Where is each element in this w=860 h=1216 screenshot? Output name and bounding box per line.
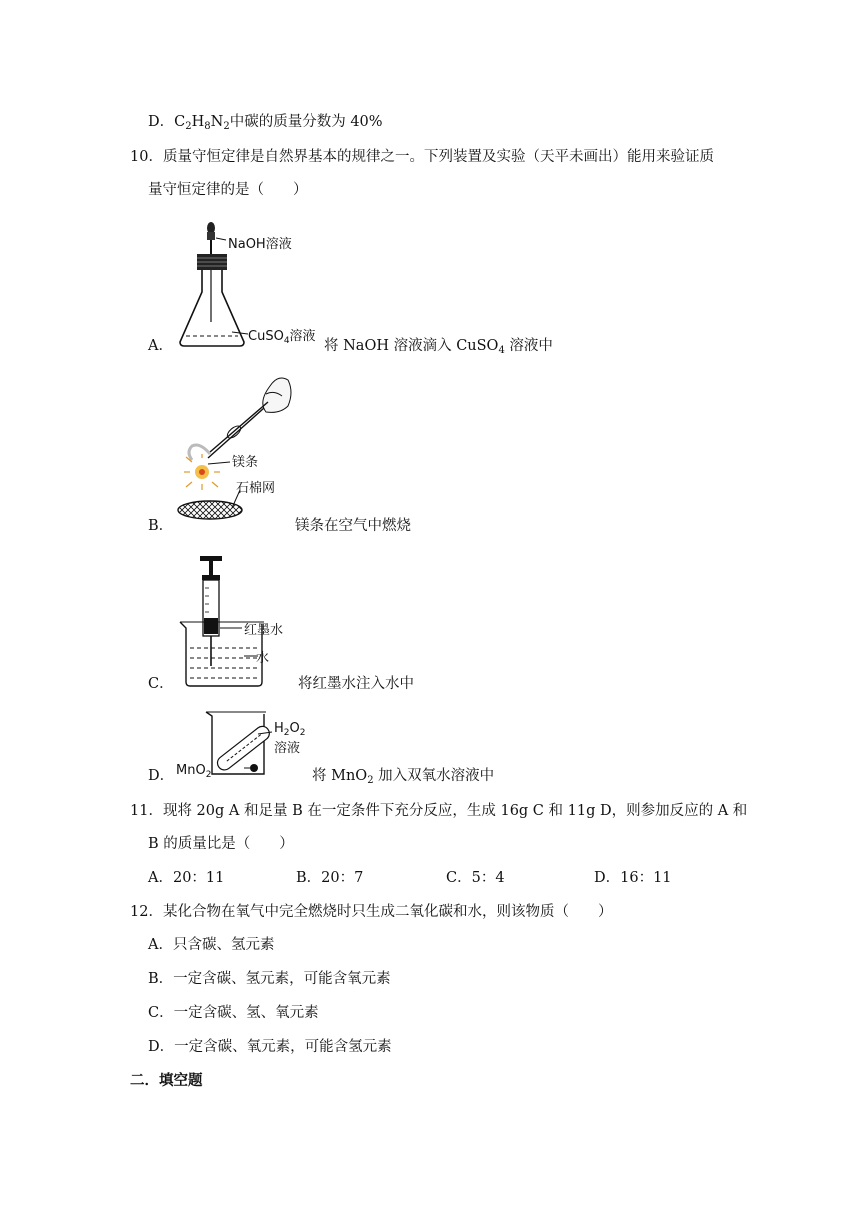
q10-option-b-desc: 镁条在空气中燃烧 xyxy=(295,518,411,534)
fig-c-label-ink: 红墨水 xyxy=(244,623,284,638)
figure-c-syringe xyxy=(172,552,312,690)
q12-option-d: D．一定含碳、氧元素，可能含氢元素 xyxy=(148,1039,392,1055)
fig-a-label-cuso4: CuSO$_4$溶液 xyxy=(248,329,316,346)
fig-d-label-mno2: MnO$_2$ xyxy=(176,763,212,780)
q11-option-a: A．20：11 xyxy=(148,870,225,886)
q10-option-d-letter: D． xyxy=(148,768,175,784)
q12-stem: 12．某化合物在氧气中完全燃烧时只生成二氧化碳和水，则该物质（ ） xyxy=(130,904,613,920)
q11-option-c: C．5：4 xyxy=(446,870,505,886)
option-letter: D． xyxy=(148,114,175,130)
q9-option-d xyxy=(148,112,383,132)
fig-d-label-h2o2: $H_2O_2$ xyxy=(274,721,306,738)
fig-b-label-gauze: 石棉网 xyxy=(236,481,276,496)
q12-option-a: A．只含碳、氢元素 xyxy=(148,937,275,953)
fig-a-label-naoh: NaOH溶液 xyxy=(228,237,292,252)
q10-stem-line2: 量守恒定律的是（ ） xyxy=(148,182,308,198)
q10-option-c-desc: 将红墨水注入水中 xyxy=(298,676,414,692)
formula: $C_2H_8N_2$ xyxy=(174,114,230,132)
q10-option-b-letter: B． xyxy=(148,518,174,534)
q10-option-a-letter: A． xyxy=(148,338,173,354)
figure-a-flask xyxy=(170,212,330,352)
q11-option-d: D．16：11 xyxy=(594,870,672,886)
section-title: 二．填空题 xyxy=(130,1073,203,1089)
q12-option-b: B．一定含碳、氢元素，可能含氧元素 xyxy=(148,971,391,987)
fig-d-label-solution: 溶液 xyxy=(274,741,301,756)
option-text: 中碳的质量分数为 40% xyxy=(229,114,383,130)
q11-stem-line2: B 的质量比是（ ） xyxy=(148,836,294,852)
q11-stem-line1: 11．现将 20g A 和足量 B 在一定条件下充分反应，生成 16g C 和 11g D，则参加反应的 A 和 xyxy=(130,803,748,819)
figure-b-magnesium xyxy=(170,372,310,522)
figure-d-beaker xyxy=(172,708,318,780)
q10-option-d-desc: 将 MnO$_2$ 加入双氧水溶液中 xyxy=(312,768,495,786)
q10-option-c-letter: C． xyxy=(148,676,174,692)
q11-option-b: B．20：7 xyxy=(296,870,364,886)
q10-option-a-desc: 将 NaOH 溶液滴入 CuSO$_4$ 溶液中 xyxy=(324,338,553,356)
fig-c-label-water: 水 xyxy=(256,651,270,666)
q12-option-c: C．一定含碳、氢、氧元素 xyxy=(148,1005,319,1021)
fig-b-label-mg: 镁条 xyxy=(232,455,259,470)
q10-stem-line1: 10．质量守恒定律是自然界基本的规律之一。下列装置及实验（天平未画出）能用来验证质 xyxy=(130,149,714,165)
